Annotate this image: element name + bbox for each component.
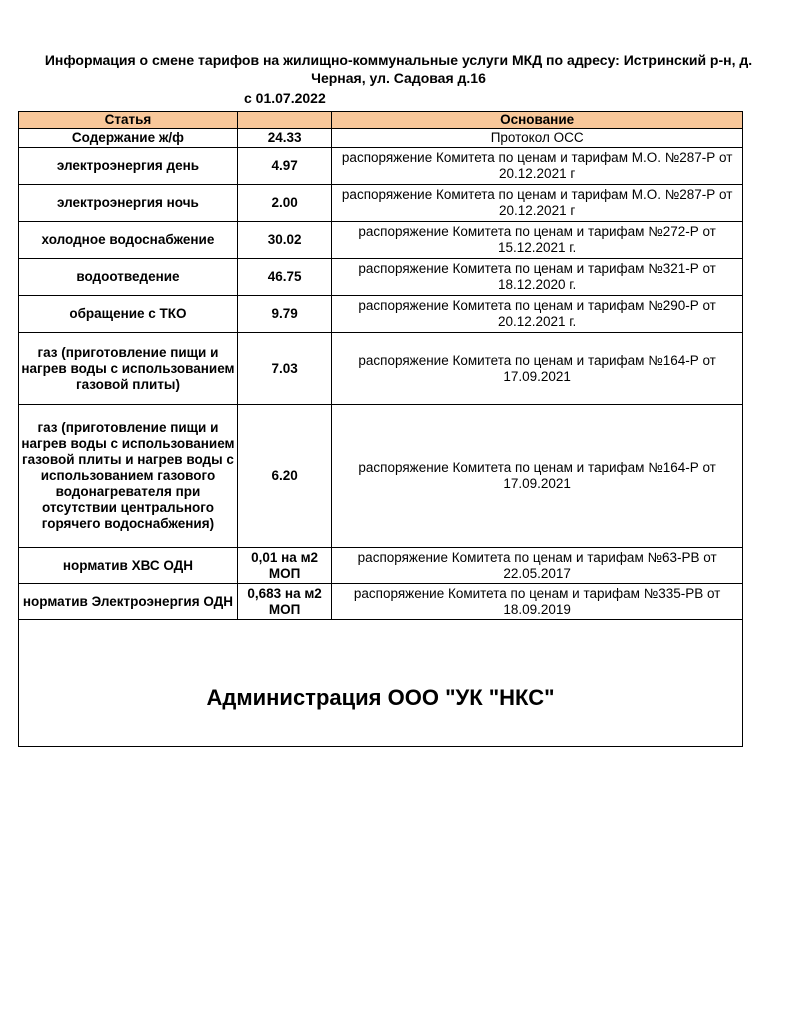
row-basis: распоряжение Комитета по ценам и тарифам №164-Р от 17.09.2021 [332,333,743,405]
table-row [19,259,743,296]
row-basis: Протокол ОСС [332,129,743,148]
footer-cell [19,620,743,747]
row-basis: распоряжение Комитета по ценам и тарифам М.О. №287-Р от 20.12.2021 г [332,148,743,185]
row-name: обращение с ТКО [19,296,238,333]
row-name: электроэнергия ночь [19,185,238,222]
row-value: 0,01 на м2 МОП [237,548,331,584]
row-basis: распоряжение Комитета по ценам и тарифам М.О. №287-Р от 20.12.2021 г [332,185,743,222]
row-name: электроэнергия день [19,148,238,185]
row-name: норматив Электроэнергия ОДН [19,584,238,620]
header-value [237,112,331,129]
row-value: 4.97 [237,148,331,185]
table-row [19,296,743,333]
table-row [19,222,743,259]
table-row [19,333,743,405]
row-basis: распоряжение Комитета по ценам и тарифам №290-Р от 20.12.2021 г. [332,296,743,333]
row-basis: распоряжение Комитета по ценам и тарифам №335-РВ от 18.09.2019 [332,584,743,620]
row-value: 6.20 [237,405,331,548]
effective-date: с 01.07.2022 [244,90,326,106]
title-line-1: Информация о смене тарифов на жилищно-коммунальные услуги МКД по адресу: Истринский р-н, д. [44,52,753,68]
row-name: газ (приготовление пищи и нагрев воды с использованием газовой плиты) [19,333,238,405]
row-value: 24.33 [237,129,331,148]
row-name: норматив ХВС ОДН [19,548,238,584]
row-value: 30.02 [237,222,331,259]
header-article: Статья [19,112,238,129]
header-basis: Основание [332,112,743,129]
row-value: 0,683 на м2 МОП [237,584,331,620]
table-row [19,129,743,148]
tariff-table [18,111,743,747]
row-name: газ (приготовление пищи и нагрев воды с использованием газовой плиты и нагрев воды с использованием газового водонагревателя при отсутствии центрального горячего водоснабжения) [19,405,238,548]
row-basis: распоряжение Комитета по ценам и тарифам №321-Р от 18.12.2020 г. [332,259,743,296]
signature: Администрация ООО "УК "НКС" [206,685,555,710]
row-basis: распоряжение Комитета по ценам и тарифам №63-РВ от 22.05.2017 [332,548,743,584]
row-value: 7.03 [237,333,331,405]
row-name: Содержание ж/ф [19,129,238,148]
table-row [19,548,743,584]
row-name: водоотведение [19,259,238,296]
row-basis: распоряжение Комитета по ценам и тарифам №164-Р от 17.09.2021 [332,405,743,548]
row-value: 46.75 [237,259,331,296]
row-name: холодное водоснабжение [19,222,238,259]
table-row [19,148,743,185]
table-row [19,584,743,620]
footer-row [19,620,743,747]
row-basis: распоряжение Комитета по ценам и тарифам №272-Р от 15.12.2021 г. [332,222,743,259]
table-row [19,185,743,222]
row-value: 2.00 [237,185,331,222]
document-title [0,51,797,87]
table-header-row [19,112,743,129]
row-value: 9.79 [237,296,331,333]
table-row [19,405,743,548]
title-line-2: Черная, ул. Садовая д.16 [311,70,486,86]
